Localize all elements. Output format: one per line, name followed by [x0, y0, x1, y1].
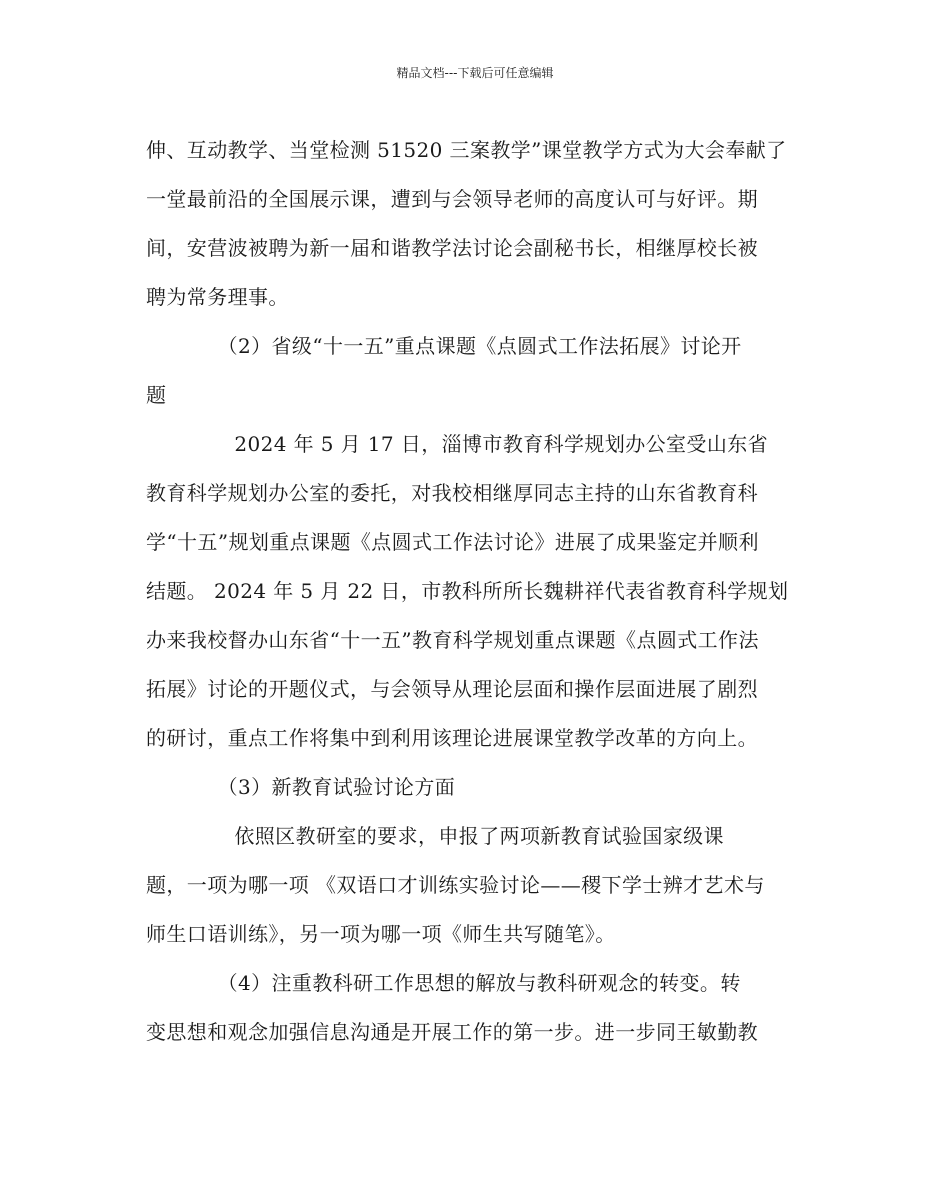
text-line: 结题。 2024 年 5 月 22 日，市教科所所长魏耕祥代表省教育科学规划 — [146, 579, 789, 603]
text-line: 2024 年 5 月 17 日，淄博市教育科学规划办公室受山东省 — [146, 432, 769, 456]
text-line: 教育科学规划办公室的委托，对我校相继厚同志主持的山东省教育科 — [146, 481, 758, 505]
document-body — [146, 126, 806, 1057]
text-line: 依照区教研室的要求，申报了两项新教育试验国家级课 — [146, 824, 724, 848]
text-line: 一堂最前沿的全国展示课，遭到与会领导老师的高度认可与好评。期 — [146, 187, 758, 211]
text-line: 办来我校督办山东省“十一五”教育科学规划重点课题《点圆式工作法 — [146, 628, 759, 652]
text-line: 伸、互动教学、当堂检测 51520 三案教学”课堂教学方式为大会奉献了 — [146, 138, 787, 162]
text-line: 变思想和观念加强信息沟通是开展工作的第一步。进一步同王敏勤教 — [146, 1020, 758, 1044]
text-line: 师生口语训练》，另一项为哪一项《师生共写随笔》。 — [146, 922, 616, 946]
text-line: 题 — [146, 383, 167, 407]
text-line: 间，安营波被聘为新一届和谐教学法讨论会副秘书长，相继厚校长被 — [146, 236, 758, 260]
page-header: 精品文档---下载后可任意编辑 — [396, 66, 554, 80]
text-line: 拓展》讨论的开题仪式，与会领导从理论层面和操作层面进展了剧烈 — [146, 677, 758, 701]
section-heading-4: （4）注重教科研工作思想的解放与教科研观念的转变。转 — [146, 971, 741, 995]
text-line: 学“十五”规划重点课题《点圆式工作法讨论》进展了成果鉴定并顺利 — [146, 530, 759, 554]
section-heading-3: （3）新教育试验讨论方面 — [146, 775, 456, 799]
text-line: 的研讨，重点工作将集中到利用该理论进展课堂教学改革的方向上。 — [146, 726, 758, 750]
text-line: 聘为常务理事。 — [146, 285, 289, 309]
section-heading-2: （2）省级“十一五”重点课题《点圆式工作法拓展》讨论开 — [146, 334, 742, 358]
text-line: 题，一项为哪一项 《双语口才训练实验讨论——稷下学士辨才艺术与 — [146, 873, 765, 897]
